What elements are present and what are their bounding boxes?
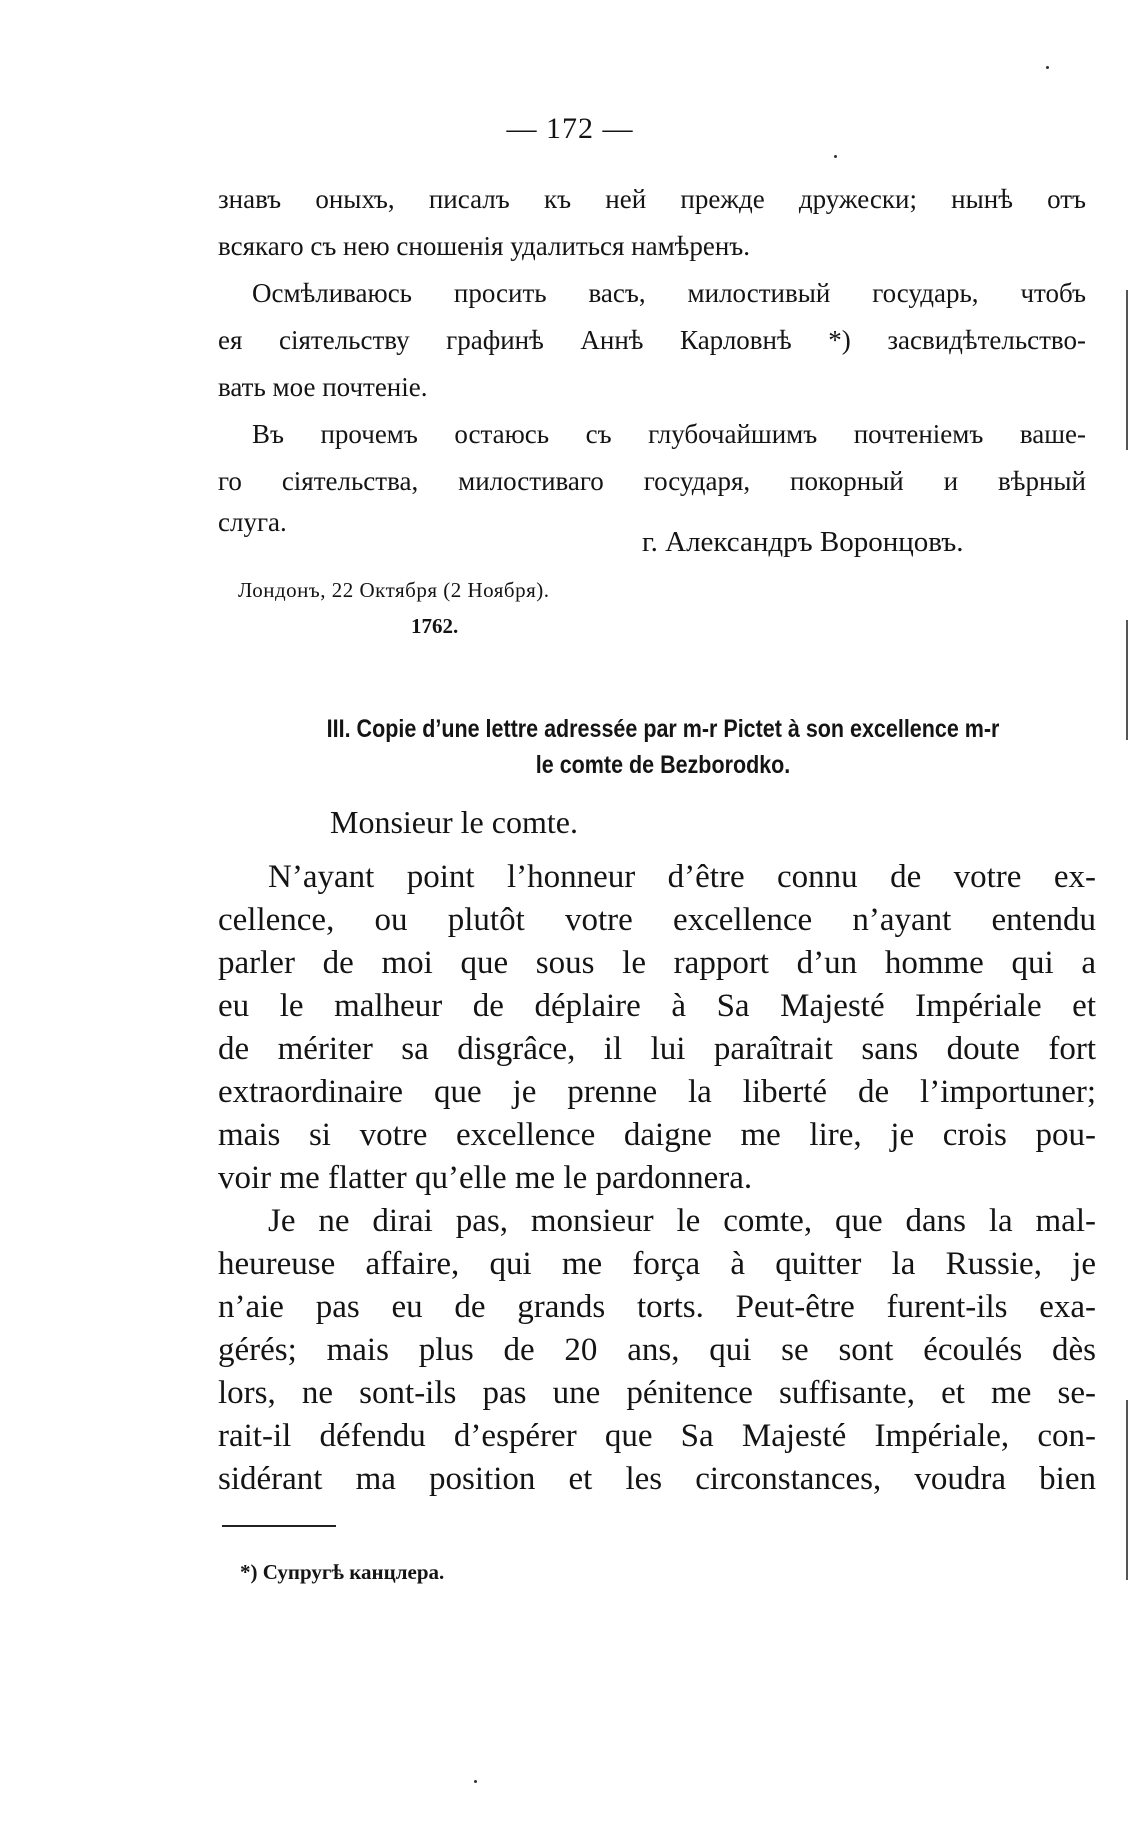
page-number: — 172 —: [506, 112, 634, 145]
speck: [1046, 66, 1049, 69]
text-line: parler de moi que sous le rapport d’un homme qui a: [218, 945, 1096, 981]
text-line: sidérant ma position et les circonstances, voudra bien: [218, 1461, 1096, 1497]
text-line: gérés; mais plus de 20 ans, qui se sont écoulés dès: [218, 1332, 1096, 1368]
salutation: Monsieur le comte.: [330, 804, 578, 840]
text-line: ея сіятельству графинѣ Аннѣ Карловнѣ *) засвидѣтельство-: [218, 325, 1086, 355]
text-line: слуга.: [218, 507, 287, 537]
page-edge-mark: [1126, 1400, 1128, 1580]
text-line: всякаго съ нею сношенія удалиться намѣренъ.: [218, 231, 750, 261]
heading-line: III. Copie d’une lettre adressée par m-r Pictet à son excellence m-r: [326, 715, 1000, 743]
text-line: го сіятельства, милостиваго государя, покорный и вѣрный: [218, 466, 1086, 496]
section-heading: [218, 711, 1108, 783]
text-line: heureuse affaire, qui me força à quitter la Russie, je: [218, 1246, 1096, 1282]
page-edge-mark: [1126, 620, 1128, 740]
signature: г. Александръ Воронцовъ.: [642, 526, 964, 558]
text-line: Je ne dirai pas, monsieur le comte, que dans la mal-: [268, 1203, 1096, 1239]
heading-line: le comte de Bezborodko.: [535, 751, 791, 779]
text-line: N’ayant point l’honneur d’être connu de votre ex-: [268, 859, 1096, 895]
text-line: eu le malheur de déplaire à Sa Majesté Impériale et: [218, 988, 1096, 1024]
text-line: cellence, ou plutôt votre excellence n’ayant entendu: [218, 902, 1096, 938]
page-edge-mark: [1126, 290, 1128, 450]
text-line: Осмѣливаюсь просить васъ, милостивый государь, чтобъ: [252, 278, 1086, 308]
text-line: rait-il défendu d’espérer que Sa Majesté Impériale, con-: [218, 1418, 1096, 1454]
text-line: de mériter sa disgrâce, il lui paraîtrait sans doute fort: [218, 1031, 1096, 1067]
speck: [474, 1780, 477, 1783]
text-line: Въ прочемъ остаюсь съ глубочайшимъ почтеніемъ ваше-: [252, 419, 1086, 449]
text-line: знавъ оныхъ, писалъ къ ней прежде дружески; нынѣ отъ: [218, 184, 1086, 214]
text-line: voir me flatter qu’elle me le pardonnera.: [218, 1160, 753, 1196]
text-line: extraordinaire que je prenne la liberté de l’importuner;: [218, 1074, 1096, 1110]
footnote: *) Супругѣ канцлера.: [240, 1560, 445, 1584]
footnote-rule: [222, 1525, 336, 1527]
text-line: lors, ne sont-ils pas une pénitence suffisante, et me se-: [218, 1375, 1096, 1411]
place-date: Лондонъ, 22 Октября (2 Ноября).: [238, 578, 550, 602]
speck: [834, 155, 837, 158]
text-line: n’aie pas eu de grands torts. Peut-être furent-ils exa-: [218, 1289, 1096, 1325]
text-line: вать мое почтеніе.: [218, 372, 428, 402]
year: 1762.: [411, 614, 459, 638]
text-line: mais si votre excellence daigne me lire, je crois pou-: [218, 1117, 1096, 1153]
